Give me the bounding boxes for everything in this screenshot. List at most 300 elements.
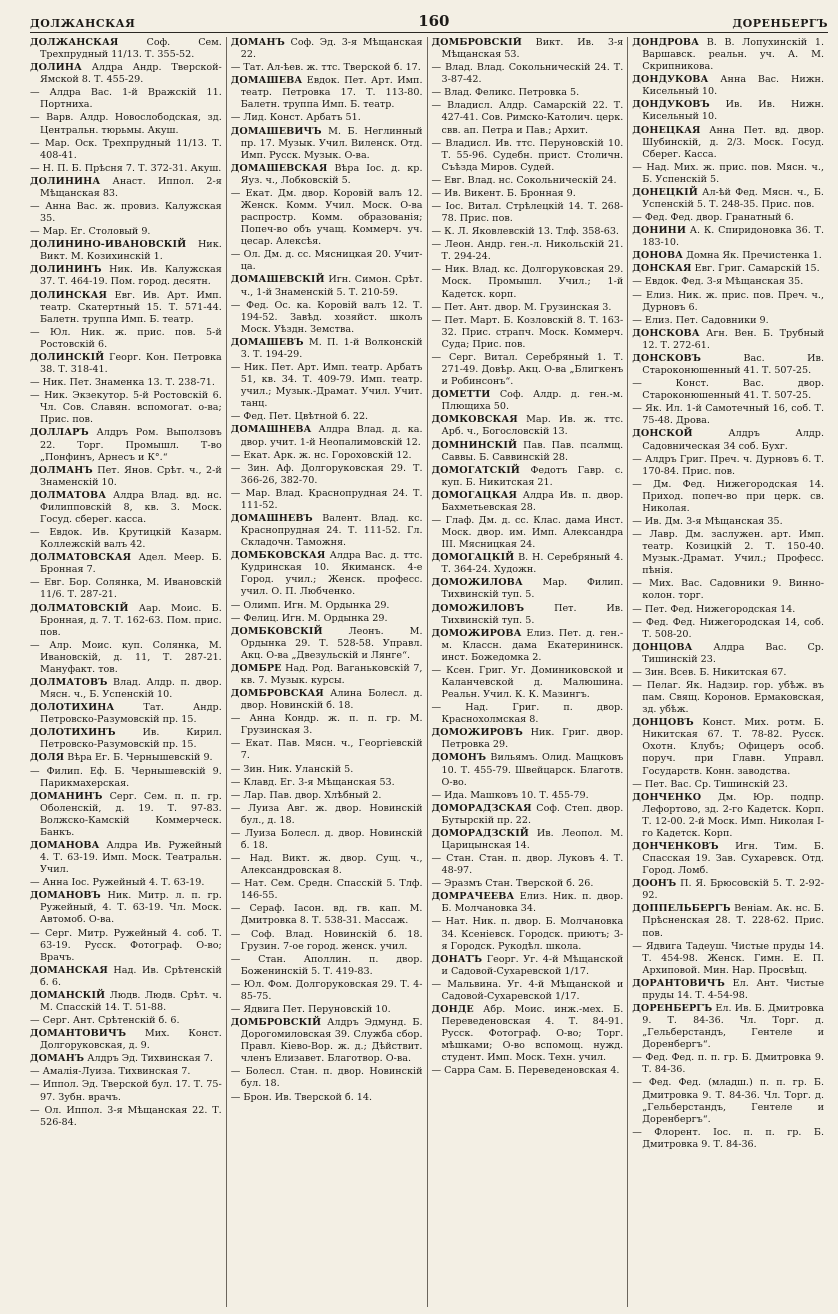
entry-text: — Серг. Ант. Срѣтенскій б. 6. [30,1015,180,1027]
entry-text: Ник. Викт. М. Козихинскій 1. [40,239,222,263]
directory-entry [432,665,624,701]
directory-entry [632,225,824,249]
entry-surname: ДОНИНИ [632,225,686,237]
directory-entry [632,187,824,211]
entry-text: Алдра Вас. д. ттс. Кудринская 10. Якиманск. 4-е Город. учил.; Женск. професс. учил. О. П. Любченко. [240,550,423,598]
entry-text: — Луиза Авг. ж. двор. Новинскій бул., д. 18. [230,802,423,826]
entry-surname: ДОНСКОВЪ [632,352,702,364]
entry-text: Соф. Степ. двор. Бутырскій пр. 22. [441,802,624,826]
directory-entry [231,777,423,789]
entry-surname: ДОНЧЕНКОВЪ [632,841,719,852]
entry-text: — Серг. Митр. Ружейный 4. соб. Т. 63-19. Русск. Фотограф. О-во; Врачъ. [30,927,222,963]
directory-entry [632,403,824,427]
entry-text: Анна Пет. вд. двор. Шубинскій, д. 2/3. Моск. Госуд. Сберег. Касса. [642,124,824,160]
directory-entry [30,791,222,839]
entry-surname: ДОМОЖИЛОВА [431,577,523,589]
entry-text: — Зин. Всев. Б. Никитская 67. [632,666,787,678]
entry-surname: ДОЛИНА [30,62,82,74]
entry-text: — Мар. Влад. Краснопрудная 24. Т. 111-52. [230,487,423,511]
entry-text: Ив. Леопол. М. Царицынская 14. [441,827,624,851]
entry-text: Веніам. Ак. нс. Б. Прѣсненская 28. Т. 228-62. Прис. пов. [642,903,824,939]
entry-text: Ник. Митр. л. п. гр. Ружейный, 4. Т. 63-19. Чл. Моск. Автомоб. О-ва. [40,890,222,926]
page-number: 160 [418,12,450,30]
entry-surname: ДОЛМАНЪ [30,464,93,476]
directory-entry [30,1066,222,1078]
entry-text: Конст. Мих. ротм. Б. Никитская 67. Т. 78-82. Русск. Охотн. Клубъ; Офицеръ особ. поруч. при Главн. Управл. Государств. Конн. заводства. [642,717,824,777]
entry-text: Георг. Уг. 4-й Мѣщанской и Садовой-Сухаревской 1/17. [441,953,624,977]
directory-entry [632,250,824,262]
entry-surname: ДОНДУКОВЪ [632,99,710,111]
entry-surname: ДОМАНТОВИЧЪ [30,1028,127,1040]
directory-entry [231,1092,423,1104]
directory-entry [30,327,222,351]
entry-surname: ДОМОГАЦКАЯ [431,489,518,501]
entry-text: Валент. Влад. кс. Краснопрудная 24. Т. 111-52. Гл. Складочн. Таможня. [240,512,423,549]
entry-text: — Евг. Влад. нс. Сокольническій 24. [431,174,617,186]
directory-entry [432,828,624,852]
directory-entry [632,667,824,679]
entry-text: — Пет. Март. Б. Козловскій 8. Т. 163-32. Прис. страпч. Моск. Коммерч. Суда; Прис. пов. [431,314,624,350]
entry-text: — Мих. Вас. Садовники 9. Винно-колон. торг. [632,578,824,602]
directory-entry [432,490,624,514]
directory-entry [432,37,624,61]
entry-text: — Над. Григ. п. двор. Краснохолмская 8. [431,702,624,726]
entry-surname: ДОМОЖИЛОВЪ [431,602,525,614]
directory-entry [432,790,624,802]
columns [30,37,828,1307]
entry-text: — Пет. Ант. двор. М. Грузинская 3. [431,301,612,313]
entry-text: — Евг. Бор. Солянка, М. Ивановскій 11/6. Т. 287-21. [30,577,222,601]
entry-text: — Дм. Фед. Нижегородская 14. Приход. попеч-во при церк. св. Николая. [632,478,824,514]
entry-text: Евг. Григ. Самарскій 15. [691,263,820,275]
entry-surname: ДОНДЕ [431,1004,474,1016]
entry-text: — Фелиц. Игн. М. Ордынка 29. [230,612,388,624]
entry-surname: ДОМОЖИРОВЪ [431,727,523,739]
entry-text: — Луиза Болесл. д. двор. Новинскій б. 18. [230,827,423,851]
directory-entry [231,337,423,361]
directory-entry [231,828,423,852]
entry-surname: ДОМБРОВСКІЙ [230,1017,322,1029]
directory-entry [432,603,624,627]
directory-entry [30,766,222,790]
entry-surname: ДООНЪ [632,878,677,890]
directory-entry [432,803,624,827]
directory-entry [432,1065,624,1077]
entry-text: — Стан. Аполлин. п. двор. Боженинскій 5. Т. 419-83. [230,953,423,977]
entry-text: — Тат. Ал-ѣев. ж. ттс. Тверской б. 17. [230,62,421,74]
column-3 [427,37,628,1307]
entry-text: — Лид. Конст. Арбатъ 51. [230,112,361,124]
directory-entry [231,713,423,737]
directory-entry [432,577,624,601]
entry-text: — Пет. Фед. Нижегородская 14. [632,603,796,615]
entry-surname: ДОМАШЕВСКАЯ [230,162,328,174]
entry-surname: ДОЛИНСКІЙ [30,351,105,363]
entry-surname: ДОМРАЧЕЕВА [431,891,515,903]
entry-surname: ДОНЕЦКІЙ [632,186,698,198]
entry-text: — Над. Викт. ж. двор. Сущ. ч., Александровская 8. [230,853,423,877]
entry-surname: ДОЛМАТОВСКАЯ [30,552,132,564]
entry-text: — Влад. Влад. Сокольническій 24. Т. 3-87-42. [431,62,624,86]
entry-text: Ник. Ив. Калужская 37. Т. 464-19. Пом. город. десятн. [40,264,222,288]
directory-entry [432,87,624,99]
directory-entry [231,903,423,927]
directory-entry [632,328,824,352]
directory-entry [231,300,423,336]
directory-entry [432,201,624,225]
directory-entry [432,954,624,978]
directory-entry [432,702,624,726]
directory-entry [231,979,423,1003]
directory-entry [231,1004,423,1016]
entry-surname: ДОНЦОВА [632,641,693,653]
entry-text: — Нат. Ник. п. двор. Б. Молчановка 34. Ксеніевск. Городск. приютъ; 3-я Городск. Рукодѣл. школа. [431,916,624,952]
entry-text: — Ядвига Тадеуш. Чистые пруды 14. Т. 454-98. Женск. Гимн. Е. П. Архиповой. Мин. Нар. Просвѣщ. [632,940,824,976]
directory-entry [30,390,222,426]
entry-text: Тат. Андр. Петровско-Разумовскій пр. 15. [40,702,222,726]
directory-entry [432,188,624,200]
directory-entry [30,965,222,989]
entry-text: — Іос. Витал. Стрѣлецкій 14. Т. 268-78. Прис. пов. [431,201,624,225]
directory-entry [231,878,423,902]
directory-entry [30,226,222,238]
entry-text: Игн. Тим. Б. Спасская 19. Зав. Сухаревск. Отд. Город. Ломб. [642,841,824,877]
directory-entry [231,929,423,953]
page-header [30,8,828,33]
entry-text: — Олимп. Игн. М. Ордынка 29. [230,599,390,611]
entry-text: Ив. Ив. Нижн. Кисельный 10. [642,99,824,123]
entry-text: Игн. Симон. Срѣт. ч., 1-й Знаменскій 5. Т. 210-59. [240,274,423,298]
entry-text: — Зин. Ник. Уланскій 5. [230,763,354,775]
entry-surname: ДОЛИНИНЪ [30,264,102,276]
entry-text: Алдръ Эд. Тихвинская 7. [84,1053,213,1065]
entry-surname: ДОМАНСКІЙ [30,989,106,1001]
entry-surname: ДОМАНОВЪ [30,890,101,902]
entry-text: В. В. Лопухинскій 1. Варшавск. реальн. уч. А. М. Скрипникова. [642,37,824,73]
directory-entry [432,515,624,551]
entry-text: — Ник. Пет. Арт. Имп. театр. Арбатъ 51, кв. 34. Т. 409-79. Имп. театр. учил.; Музык.-Драмат. Учил. Учит. танц. [230,362,423,410]
entry-surname: ДОМОГАЦКІЙ [431,552,515,564]
entry-text: — Стан. Стан. п. двор. Луковъ 4. Т. 48-97. [431,853,624,877]
entry-text: — Над. Мих. ж. прис. пов. Мясн. ч., Б. Успенскій 5. [632,161,824,185]
entry-text: — Лар. Пав. двор. Хлѣбный 2. [230,789,382,801]
entry-text: Федотъ Гавр. с. куп. Б. Никитская 21. [441,464,624,488]
directory-entry [632,37,824,73]
directory-entry [30,1028,222,1052]
column-4 [627,37,828,1307]
entry-text: — Ив. Дм. 3-я Мѣщанская 35. [632,515,783,527]
entry-text: Елиз. Пет. д. ген.-м. Классн. дама Екатерининск. инст. Божедомка 2. [441,627,624,663]
entry-surname: ДОМАШНЕВА [230,424,312,436]
directory-entry [432,138,624,174]
entry-text: — Юл. Ник. ж. прис. пов. 5-й Ростовскій 6. [30,326,222,350]
directory-entry [632,779,824,791]
directory-entry [231,450,423,462]
entry-text: Леонъ. М. Ордынка 29. Т. 528-58. Управл. Акц. О-ва „Двезульскій и Лянге“. [240,625,423,661]
directory-entry [632,1003,824,1051]
directory-entry [30,176,222,200]
entry-text: — Зин. Аф. Долгоруковская 29. Т. 366-26, 382-70. [230,462,423,486]
entry-text: Адел. Меер. Б. Бронная 7. [40,552,222,576]
directory-entry [432,389,624,413]
directory-entry [231,600,423,612]
entry-surname: ДОЛЖАНСКАЯ [30,37,119,48]
directory-entry [432,414,624,438]
directory-entry [30,290,222,326]
entry-surname: ДОМАШЕВСКІЙ [230,274,325,286]
column-1 [30,37,226,1307]
entry-text: — Евдок. Фед. 3-я Мѣщанская 35. [632,276,804,288]
entry-surname: ДОНЧЕНКО [632,791,702,803]
directory-entry [632,212,824,224]
entry-text: — Анна Іос. Ружейный 4. Т. 63-19. [30,877,205,889]
entry-text: Соф. Алдр. д. ген.-м. Плющиха 50. [441,389,624,413]
entry-text: Серг. Сем. п. п. гр. Оболенскій, д. 19. Т. 97-83. Волжско-Камскій Коммерческ. Банкъ. [40,790,222,838]
entry-text: — Леон. Андр. ген.-л. Никольскій 21. Т. 294-24. [431,239,624,263]
directory-entry [30,752,222,764]
entry-text: — Мар. Оск. Трехпрудный 11/13. Т. 408-41. [30,137,222,161]
directory-entry [30,990,222,1014]
directory-entry [632,604,824,616]
entry-text: Соф. Сем. Трехпрудный 11/13. Т. 355-52. [40,37,222,61]
entry-surname: ДОМАНЪ [30,1053,85,1065]
entry-text: — Амалія-Луиза. Тихвинская 7. [30,1066,191,1078]
directory-entry [231,274,423,298]
directory-entry [632,878,824,902]
directory-entry [30,640,222,676]
entry-text: — Екат. Арк. ж. нс. Гороховскій 12. [230,449,412,461]
directory-entry [432,1004,624,1064]
entry-surname: ДОНОВА [632,250,684,262]
directory-entry [432,752,624,788]
entry-text: Агн. Вен. Б. Трубный 12. Т. 272-61. [642,327,824,351]
entry-text: — Фед. Фед. (младш.) п. п. гр. Б. Дмитровка 9. Т. 84-36. Чл. Торг. д. „Гельберстандъ, Гентеле и Доренбергъ“. [632,1077,824,1125]
directory-entry [432,440,624,464]
directory-entry [231,163,423,187]
entry-text: — Варв. Алдр. Новослободская, зд. Центральн. тюрьмы. Акуш. [30,112,222,136]
entry-text: Влад. Алдр. п. двор. Мясн. ч., Б. Успенскій 10. [40,676,222,701]
entry-surname: ДОМАШЕВЪ [230,336,304,348]
entry-surname: ДОМБРЕ [230,662,282,674]
entry-text: — Владисл. Алдр. Самарскій 22. Т. 427-41. Сов. Римско-Католич. церк. свв. ап. Петра и Пав.; Архит. [431,100,624,136]
directory-entry [632,276,824,288]
directory-entry [632,315,824,327]
entry-text: Вѣра Іос. д. кр. Яуз. ч., Лобковскій 5. [240,162,423,186]
entry-surname: ДОМОГАТСКІЙ [431,464,520,476]
entry-text: А. К. Спиридоновка 36. Т. 183-10. [642,225,824,249]
entry-text: — Алдра Вас. 1-й Вражскій 11. Портниха. [30,87,222,111]
directory-entry [632,428,824,452]
directory-entry [632,617,824,641]
entry-text: — Ида. Машковъ 10. Т. 455-79. [431,789,589,801]
directory-entry [432,465,624,489]
entry-surname: ДОЛЛАРЪ [30,427,89,439]
directory-entry [30,264,222,288]
directory-entry [432,226,624,238]
entry-text: Домна Як. Пречистенка 1. [683,250,822,262]
entry-text: Ал-ѣй Фед. Мясн. ч., Б. Успенскій 5. Т. 248-35. Прис. пов. [642,186,824,211]
directory-entry [632,353,824,377]
entry-text: — Мальвина. Уг. 4-й Мѣщанской и Садовой-Сухаревской 1/17. [431,978,624,1002]
entry-text: — Пелаг. Як. Надзир. гор. убѣж. въ пам. Свящ. Коронов. Ермаковская, зд. убѣж. [632,679,824,716]
directory-entry [432,264,624,300]
entry-text: Ник. Григ. двор. Петровка 29. [441,727,624,751]
directory-entry [30,1015,222,1027]
entry-surname: ДОМАШЕВА [230,75,303,87]
directory-entry [30,877,222,889]
directory-entry [632,263,824,275]
entry-text: Викт. Ив. 3-я Мѣщанская 53. [441,37,624,61]
entry-text: Алдръ Алдр. Садовническая 34 соб. Бухг. [642,428,824,452]
directory-entry [432,727,624,751]
entry-surname: ДОМОЖИРОВА [431,627,522,639]
directory-entry [231,188,423,248]
entry-surname: ДОЛМАТОВА [30,489,107,501]
directory-entry [231,803,423,827]
directory-entry [632,792,824,840]
directory-entry [30,87,222,111]
entry-surname: ДОНЦОВЪ [632,717,694,729]
entry-text: Алдръ Эдмунд. Б. Дорогомиловская 39. Служба сбор. Правл. Кіево-Вор. ж. д.; Дѣйствит. членъ Елизавет. Благотвор. О-ва. [240,1017,423,1065]
directory-entry [632,903,824,939]
directory-entry [30,37,222,61]
directory-entry [30,702,222,726]
entry-text: — Алдръ Григ. Преч. ч. Дурновъ 6. Т. 170-84. Прис. пов. [632,453,824,477]
directory-entry [632,529,824,577]
entry-text: Алдра Влад. вд. нс. Филипповскій 8, кв. 3. Моск. Госуд. сберег. касса. [40,489,222,525]
entry-text: Пав. Пав. псалмщ. Саввы. Б. Саввинскій 28. [441,439,624,463]
directory-entry [231,550,423,598]
directory-entry [231,411,423,423]
entry-surname: ДОЛМАТОВЪ [30,676,108,688]
entry-text: — Евдок. Ив. Крутицкій Казарм. Коллежскій валъ 42. [30,527,222,551]
entry-text: — Конст. Вас. двор. Староконюшенный 41. Т. 507-25. [632,378,824,402]
directory-entry [30,427,222,463]
entry-text: Абр. Моис. инж.-мех. Б. Переведеновская 4. Т. 84-91. Русск. Фотограф. О-во; Торг. мѣшками; О-во вспомощ. нужд. студент. Имп. Моск. Техн. учил. [441,1004,624,1064]
directory-entry [632,290,824,314]
directory-entry [231,853,423,877]
directory-entry [30,490,222,526]
entry-text: — Ник. Пет. Знаменка 13. Т. 238-71. [30,377,215,389]
entry-text: — Фед. Фед. Нижегородская 14, соб. Т. 508-20. [632,616,824,640]
directory-entry [432,302,624,314]
entry-text: — Соф. Влад. Новинскій б. 18. Грузин. 7-ое город. женск. учил. [230,928,423,952]
entry-surname: ДОЛМАТОВСКІЙ [30,602,129,614]
entry-surname: ДОМОНЪ [431,752,487,764]
entry-surname: ДОРЕНБЕРГЪ [632,1003,713,1015]
entry-text: — Эразмъ Стан. Тверской б. 26. [431,878,594,890]
directory-entry [432,62,624,86]
entry-text: — Ксен. Григ. Уг. Доминиковской и Каланчевской д. Малюшина. Реальн. Учил. К. К. Мазингъ. [431,664,624,701]
entry-text: — Анна Кондр. ж. п. п. гр. М. Грузинская 3. [230,713,423,737]
directory-entry [30,727,222,751]
directory-entry [432,352,624,388]
entry-text: — Екат. Пав. Мясн. ч., Георгіевскій 7. [230,738,423,762]
directory-entry [632,1077,824,1125]
directory-entry [632,680,824,716]
entry-surname: ДОМБРОВСКАЯ [230,688,324,700]
entry-text: Алдра Вас. Ср. Тишинскій 23. [642,641,824,665]
entry-surname: ДОМОРАДЗСКІЙ [431,827,529,839]
entry-text: Анаст. Иппол. 2-я Мѣщанская 83. [40,175,222,199]
directory-entry [231,954,423,978]
entry-text: — Ол. Иппол. 3-я Мѣщанская 22. Т. 526-84. [30,1104,222,1128]
directory-entry [30,1079,222,1103]
entry-text: Ел. Ант. Чистые пруды 14. Т. 4-54-98. [642,977,824,1001]
entry-text: Ив. Кирил. Петровско-Разумовскій пр. 15. [40,727,222,751]
entry-surname: ДОЛИНИНА [30,175,101,187]
entry-text: Дм. Юр. подпр. Лефортово, зд. 2-го Кадетск. Корп. Т. 12-00. 2-й Моск. Имп. Николая I-го Кадетск. Корп. [642,791,824,839]
entry-surname: ДОМЕТТИ [431,389,491,401]
entry-text: — Фед. Пет. Цвѣтной б. 22. [230,411,369,423]
entry-surname: ДОРАНТОВИЧЪ [632,977,725,989]
entry-text: — Елиз. Пет. Садовники 9. [632,314,769,326]
entry-text: — К. Л. Яковлевскій 13. Тлф. 358-63. [431,226,619,238]
entry-surname: ДОНДУКОВА [632,74,709,86]
directory-entry [30,62,222,86]
directory-entry [231,463,423,487]
entry-text: Соф. Эд. 3-я Мѣщанская 22. [240,37,423,61]
directory-entry [231,688,423,712]
directory-entry [30,377,222,389]
entry-surname: ДОМКОВСКАЯ [431,414,518,426]
directory-entry [30,1053,222,1065]
entry-surname: ДОМБКОВСКІЙ [230,625,323,637]
directory-entry [231,488,423,512]
directory-entry [30,138,222,162]
header-right-guideword: ДОРЕНБЕРГЪ [732,17,828,30]
directory-entry [30,928,222,964]
directory-entry [432,853,624,877]
directory-entry [632,1127,824,1151]
directory-entry [632,162,824,186]
directory-entry [231,513,423,549]
entry-text: Евг. Ив. Арт. Имп. театр. Скатертный 15. Т. 571-44. Балетн. труппа Имп. Б. театр. [40,289,222,325]
directory-entry [231,626,423,662]
directory-entry [231,75,423,111]
directory-entry [632,941,824,977]
entry-text: Ел. Ив. Б. Дмитровка 9. Т. 84-36. Чл. Торг. д. „Гельберстандъ, Гентеле и Доренбергъ“. [642,1003,824,1051]
entry-text: Алдра Ив. Ружейный 4. Т. 63-19. Имп. Моск. Театральн. Учил. [40,840,222,876]
directory-entry [432,916,624,952]
entry-text: Мар. Филип. Тихвинскій туп. 5. [441,577,624,601]
entry-text: — Ив. Викент. Б. Бронная 9. [431,187,576,199]
entry-surname: ДОЛОТИХИНЪ [30,727,116,739]
entry-surname: ДОМОРАДЗСКАЯ [431,802,532,814]
entry-text: Над. Ив. Срѣтенскій б. 6. [40,964,222,988]
entry-text: — Ядвига Пет. Перуновскій 10. [230,1004,391,1016]
entry-surname: ДОМБКОВСКАЯ [230,550,326,562]
entry-text: — Сарра Сам. Б. Переведеновская 4. [431,1065,620,1077]
entry-surname: ДОЛЯ [30,752,65,764]
entry-text: М. П. 1-й Волконскій 3. Т. 194-29. [240,336,423,360]
directory-entry [632,978,824,1002]
directory-entry [231,424,423,448]
directory-entry [231,738,423,762]
entry-text: Мар. Ив. ж. ттс. Арб. ч., Богословскій 13. [441,414,624,438]
entry-text: Аар. Моис. Б. Бронная, д. 7. Т. 162-63. Пом. прис. пов. [40,602,222,638]
entry-text: П. Я. Брюсовскій 5. Т. 2-92-92. [642,878,824,902]
entry-text: — Владисл. Ив. ттс. Перуновскій 10. Т. 55-96. Судебн. прист. Столичн. Съѣзда Миров. Судей. [431,137,624,173]
directory-entry [432,891,624,915]
entry-surname: ДОМАШНЕВЪ [230,512,313,524]
directory-entry [632,516,824,528]
directory-entry [231,764,423,776]
entry-surname: ДОМНИНСКІЙ [431,439,518,451]
entry-surname: ДОНСКАЯ [632,263,692,275]
directory-entry [231,126,423,162]
entry-text: — Брон. Ив. Тверской б. 14. [230,1091,373,1103]
